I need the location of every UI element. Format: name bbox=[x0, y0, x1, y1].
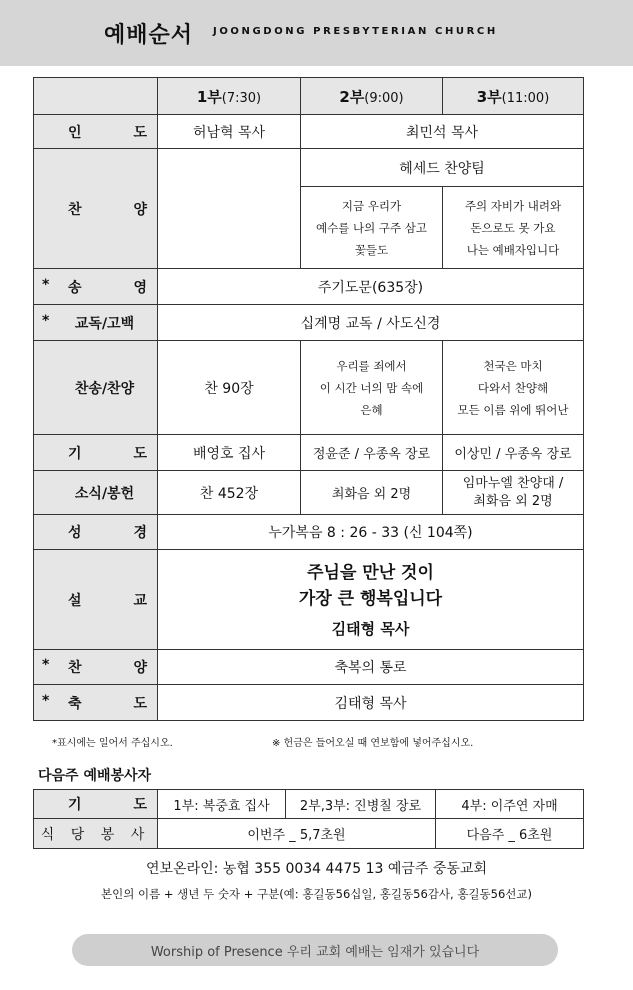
hymn-service-1: 찬 90장 bbox=[158, 341, 301, 435]
next-prayer-service-2-3: 2부,3부: 진병칠 장로 bbox=[286, 790, 436, 819]
leader-service-2-3: 최민석 목사 bbox=[301, 115, 584, 149]
row-label-leader: 인 도 bbox=[34, 115, 158, 149]
row-label-benediction: * 축 도 bbox=[34, 685, 158, 721]
sermon-title-2: 가장 큰 행복입니다 bbox=[298, 589, 443, 609]
praise-service-3-songs: 주의 자비가 내려와 돈으로도 못 가요 나는 예배자입니다 bbox=[443, 187, 584, 269]
confession-all: 십계명 교독 / 사도신경 bbox=[158, 305, 584, 341]
row-label-sermon: 설 교 bbox=[34, 550, 158, 650]
row-label-closing-praise: * 찬 양 bbox=[34, 650, 158, 685]
row-label-doxology: * 송 영 bbox=[34, 269, 158, 305]
prayer-service-1: 배영호 집사 bbox=[158, 435, 301, 471]
meal-next-week: 다음주 _ 6초원 bbox=[436, 819, 584, 849]
offering-service-1: 찬 452장 bbox=[158, 471, 301, 515]
sermon-cell bbox=[158, 550, 584, 650]
next-prayer-service-1: 1부: 복중효 집사 bbox=[158, 790, 286, 819]
footer-motto: Worship of Presence 우리 교회 예배는 임재가 있습니다 bbox=[72, 934, 558, 966]
hymn-service-3-songs: 천국은 마치 다와서 찬양해 모든 이름 위에 뛰어난 bbox=[443, 341, 584, 435]
next-week-table bbox=[33, 789, 584, 849]
online-offering-note: 본인의 이름 + 생년 두 숫자 + 구분(예: 홍길동56십일, 홍길동56감사, 홍길동56선교) bbox=[101, 887, 532, 901]
page-title: 예배순서 bbox=[104, 23, 194, 48]
offering-service-2: 최화음 외 2명 bbox=[301, 471, 443, 515]
next-prayer-service-4: 4부: 이주연 자매 bbox=[436, 790, 584, 819]
leader-service-1: 허남혁 목사 bbox=[158, 115, 301, 149]
row-label-confession: * 교독/고백 bbox=[34, 305, 158, 341]
row-label-offering: 소식/봉헌 bbox=[34, 471, 158, 515]
service-1-header: 1부(7:30) bbox=[158, 78, 301, 115]
closing-praise-all: 축복의 통로 bbox=[158, 650, 584, 685]
meal-this-week: 이번주 _ 5,7초원 bbox=[158, 819, 436, 849]
praise-service-2-songs: 지금 우리가 예수를 나의 구주 삼고 꽃들도 bbox=[301, 187, 443, 269]
row-label-praise: 찬 양 bbox=[34, 149, 158, 269]
next-week-title: 다음주 예배봉사자 bbox=[38, 768, 152, 784]
praise-service-1 bbox=[158, 149, 301, 269]
doxology-all: 주기도문(635장) bbox=[158, 269, 584, 305]
sermon-preacher: 김태형 목사 bbox=[331, 620, 410, 638]
row-label-prayer: 기 도 bbox=[34, 435, 158, 471]
online-offering-account: 연보온라인: 농협 355 0034 4475 13 예금주 중동교회 bbox=[146, 861, 487, 877]
hymn-service-2-songs: 우리를 죄에서 이 시간 너의 맘 속에 은혜 bbox=[301, 341, 443, 435]
next-prayer-label: 기 도 bbox=[34, 790, 158, 819]
standing-notice: *표시에는 일어서 주십시오. bbox=[52, 738, 173, 749]
sermon-title-1: 주님을 만난 것이 bbox=[307, 563, 434, 583]
service-3-header: 3부(11:00) bbox=[443, 78, 584, 115]
prayer-service-2: 정윤준 / 우종옥 장로 bbox=[301, 435, 443, 471]
meal-service-label: 식 당 봉 사 bbox=[34, 819, 158, 849]
scripture-all: 누가복음 8 : 26 - 33 (신 104쪽) bbox=[158, 515, 584, 550]
row-label-hymn: 찬송/찬양 bbox=[34, 341, 158, 435]
praise-team: 헤세드 찬양팀 bbox=[301, 149, 584, 187]
offering-service-3: 임마누엘 찬양대 / 최화음 외 2명 bbox=[443, 471, 584, 515]
worship-order-table bbox=[33, 77, 584, 721]
service-2-header: 2부(9:00) bbox=[301, 78, 443, 115]
offering-notice: ※ 헌금은 들어오실 때 연보함에 넣어주십시오. bbox=[272, 738, 474, 749]
prayer-service-3: 이상민 / 우종옥 장로 bbox=[443, 435, 584, 471]
church-name: JOONGDONG PRESBYTERIAN CHURCH bbox=[213, 26, 498, 37]
row-label-scripture: 성 경 bbox=[34, 515, 158, 550]
header-empty-cell bbox=[34, 78, 158, 115]
benediction-all: 김태형 목사 bbox=[158, 685, 584, 721]
